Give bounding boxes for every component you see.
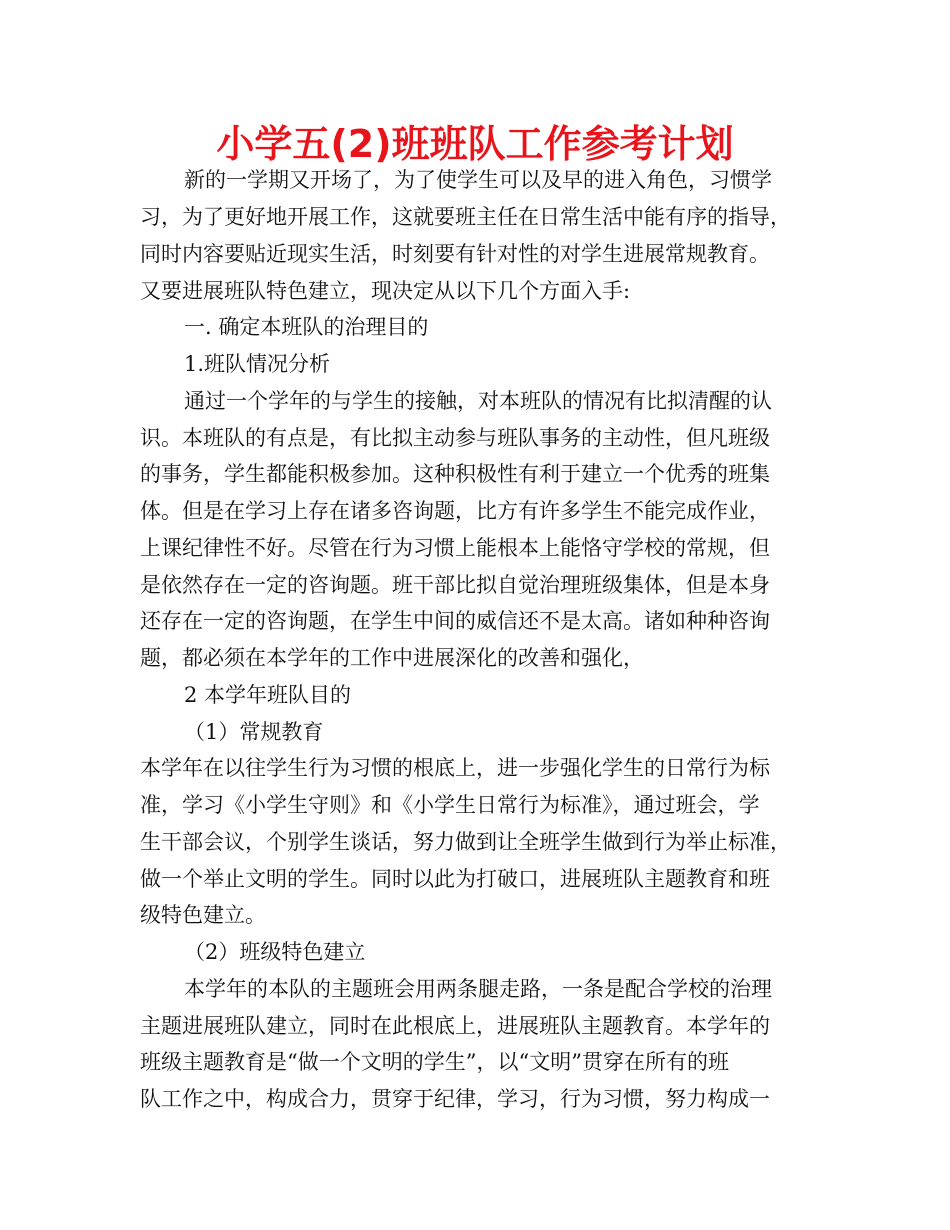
paragraph-line: 体。但是在学习上存在诸多咨询题，比方有许多学生不能完成作业， [140, 499, 770, 523]
subsection-heading: 1.班队情况分析 [184, 352, 331, 376]
paragraph-line: 还存在一定的咨询题，在学生中间的威信还不是太高。诸如种种咨询 [140, 609, 770, 633]
paragraph-line: 识。本班队的有点是，有比拟主动参与班队事务的主动性，但凡班级 [140, 426, 770, 450]
paragraph-line: 做一个举止文明的学生。同时以此为打破口，进展班队主题教育和班 [140, 867, 770, 891]
document-title: 小学五(2)班班队工作参考计划 [216, 122, 734, 166]
paragraph-line: 是依然存在一定的咨询题。班干部比拟自觉治理班级集体，但是本身 [140, 573, 770, 597]
paragraph-line: 队工作之中，构成合力，贯穿于纪律，学习，行为习惯，努力构成一 [140, 1087, 770, 1111]
paragraph-line: 级特色建立。 [140, 903, 266, 927]
paragraph-line: 本学年在以往学生行为习惯的根底上，进一步强化学生的日常行为标 [140, 756, 770, 780]
subsection-heading: 2 本学年班队目的 [184, 683, 352, 707]
paragraph-line: 生干部会议，个别学生谈话，努力做到让全班学生做到行为举止标准， [140, 830, 791, 854]
paragraph-line: 班级主题教育是“做一个文明的学生”，以“文明”贯穿在所有的班 [140, 1050, 729, 1074]
subsection-heading: （1）常规教育 [184, 720, 324, 744]
paragraph-line: 通过一个学年的与学生的接触，对本班队的情况有比拟清醒的认 [184, 389, 772, 413]
paragraph-line: 新的一学期又开场了，为了使学生可以及早的进入角色，习惯学 [184, 168, 772, 192]
paragraph-line: 准，学习《小学生守则》和《小学生日常行为标准》，通过班会，学 [140, 793, 760, 817]
paragraph-line: 的事务，学生都能积极参加。这种积极性有利于建立一个优秀的班集 [140, 462, 770, 486]
paragraph-line: 习，为了更好地开展工作，这就要班主任在日常生活中能有序的指导， [140, 205, 791, 229]
paragraph-line: 主题进展班队建立，同时在此根底上，进展班队主题教育。本学年的 [140, 1014, 770, 1038]
paragraph-line: 又要进展班队特色建立，现决定从以下几个方面入手: [140, 279, 631, 303]
paragraph-line: 题，都必须在本学年的工作中进展深化的改善和强化， [140, 646, 644, 670]
section-heading: 一. 确定本班队的治理目的 [184, 315, 429, 339]
paragraph-line: 同时内容要贴近现实生活，时刻要有针对性的对学生进展常规教育。 [140, 242, 770, 266]
paragraph-line: 上课纪律性不好。尽管在行为习惯上能根本上能恪守学校的常规，但 [140, 536, 770, 560]
subsection-heading: （2）班级特色建立 [184, 940, 366, 964]
paragraph-line: 本学年的本队的主题班会用两条腿走路，一条是配合学校的治理 [184, 977, 772, 1001]
